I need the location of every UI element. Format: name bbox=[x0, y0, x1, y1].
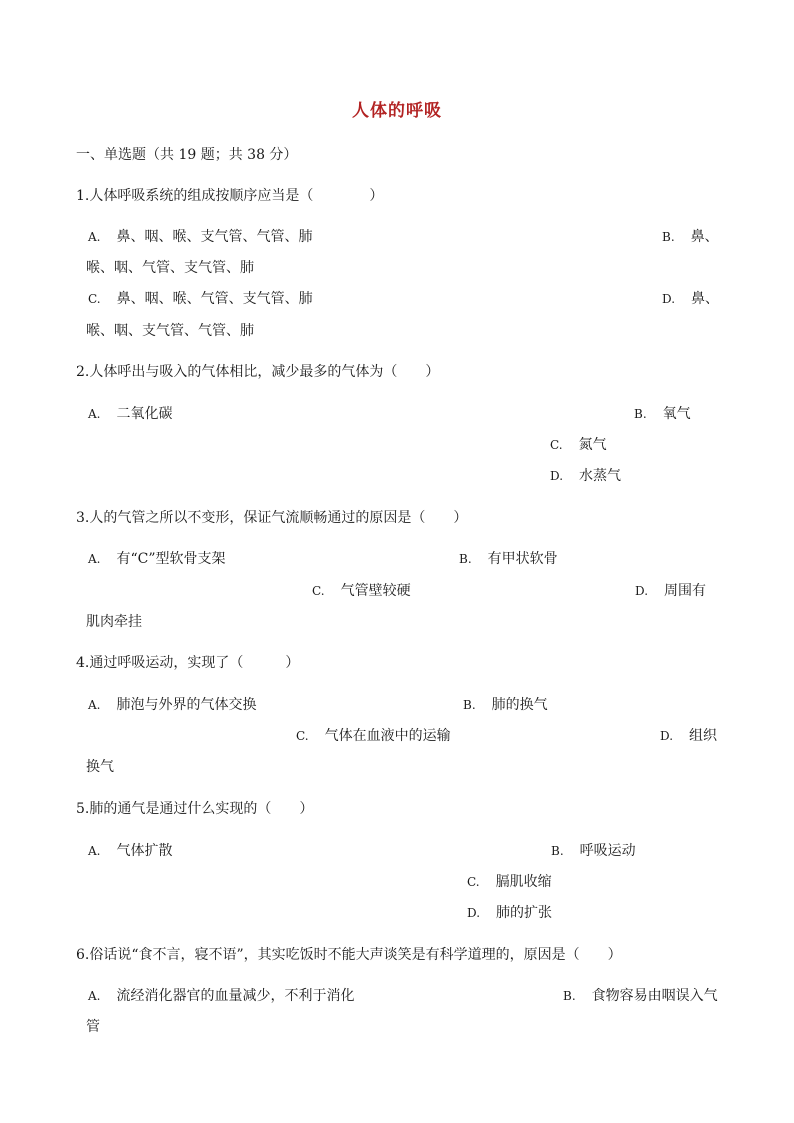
option-text: 组织 bbox=[689, 728, 718, 744]
option-letter: D. bbox=[550, 469, 564, 483]
q2-option-c bbox=[550, 435, 607, 455]
q1-option-d-cont: 喉、咽、支气管、气管、肺 bbox=[86, 323, 254, 339]
q5-option-d bbox=[467, 903, 552, 923]
q1-option-c bbox=[88, 289, 313, 309]
q3-option-b bbox=[459, 549, 558, 569]
option-text: 氧气 bbox=[662, 406, 691, 422]
question-1-stem: 1.人体呼吸系统的组成按顺序应当是（ ） bbox=[76, 188, 384, 204]
option-text: 有甲状软骨 bbox=[487, 551, 558, 567]
option-text: 气管壁较硬 bbox=[340, 583, 411, 599]
option-letter: B. bbox=[563, 989, 576, 1003]
option-letter: B. bbox=[662, 230, 675, 244]
option-text: 呼吸运动 bbox=[579, 843, 636, 859]
option-letter: A. bbox=[88, 230, 101, 244]
option-letter: A. bbox=[88, 552, 101, 566]
option-text: 鼻、咽、喉、气管、支气管、肺 bbox=[116, 291, 313, 307]
q1-option-b bbox=[662, 227, 719, 247]
option-text: 氮气 bbox=[578, 437, 607, 453]
option-text: 二氧化碳 bbox=[116, 406, 173, 422]
option-letter: B. bbox=[634, 407, 647, 421]
option-text: 肺泡与外界的气体交换 bbox=[116, 697, 257, 713]
option-letter: A. bbox=[88, 698, 101, 712]
option-letter: A. bbox=[88, 844, 101, 858]
option-letter: D. bbox=[467, 906, 481, 920]
q3-option-d-cont: 肌肉牵挂 bbox=[86, 614, 142, 630]
question-6-stem: 6.俗话说“食不言，寝不语”，其实吃饭时不能大声谈笑是有科学道理的，原因是（ ） bbox=[76, 947, 622, 963]
q6-option-b bbox=[563, 986, 718, 1006]
q4-option-c bbox=[296, 726, 451, 746]
option-text: 流经消化器官的血量减少，不利于消化 bbox=[116, 988, 355, 1004]
q5-option-b bbox=[551, 841, 636, 861]
q6-option-a bbox=[88, 986, 354, 1006]
q1-option-d bbox=[662, 289, 719, 309]
option-text: 气体扩散 bbox=[116, 843, 173, 859]
option-text: 肺的扩张 bbox=[496, 905, 553, 921]
option-letter: B. bbox=[551, 844, 564, 858]
q4-option-a bbox=[88, 695, 256, 715]
q4-option-b bbox=[463, 695, 548, 715]
q1-option-b-cont: 喉、咽、气管、支气管、肺 bbox=[86, 260, 254, 276]
option-text: 水蒸气 bbox=[579, 468, 622, 484]
option-letter: A. bbox=[88, 989, 101, 1003]
question-2-stem: 2.人体呼出与吸入的气体相比，减少最多的气体为（ ） bbox=[76, 364, 440, 380]
option-text: 肺的换气 bbox=[491, 697, 548, 713]
option-letter: B. bbox=[463, 698, 476, 712]
question-4-stem: 4.通过呼吸运动，实现了（ ） bbox=[76, 655, 300, 671]
option-letter: C. bbox=[296, 729, 309, 743]
option-letter: A. bbox=[88, 407, 101, 421]
q2-option-b bbox=[634, 404, 691, 424]
q5-option-a bbox=[88, 841, 172, 861]
option-letter: C. bbox=[88, 292, 101, 306]
option-letter: D. bbox=[662, 292, 676, 306]
option-letter: C. bbox=[467, 875, 480, 889]
option-letter: D. bbox=[660, 729, 674, 743]
option-text: 气体在血液中的运输 bbox=[324, 728, 451, 744]
option-text: 食物容易由咽误入气 bbox=[591, 988, 718, 1004]
q1-option-a bbox=[88, 227, 312, 247]
q3-option-c bbox=[312, 581, 411, 601]
q4-option-d-cont: 换气 bbox=[86, 759, 114, 775]
option-text: 膈肌收缩 bbox=[495, 874, 552, 890]
q2-option-d bbox=[550, 466, 621, 486]
q3-option-a bbox=[88, 549, 226, 569]
q5-option-c bbox=[467, 872, 552, 892]
option-letter: C. bbox=[312, 584, 325, 598]
option-text: 有“C”型软骨支架 bbox=[116, 551, 226, 567]
option-letter: B. bbox=[459, 552, 472, 566]
q2-option-a bbox=[88, 404, 172, 424]
q3-option-d bbox=[635, 581, 706, 601]
question-3-stem: 3.人的气管之所以不变形，保证气流顺畅通过的原因是（ ） bbox=[76, 510, 468, 526]
option-letter: C. bbox=[550, 438, 563, 452]
option-text: 鼻、 bbox=[690, 229, 719, 245]
section-heading: 一、单选题（共 19 题；共 38 分） bbox=[76, 147, 298, 163]
q6-option-b-cont: 管 bbox=[86, 1019, 100, 1035]
option-text: 周围有 bbox=[664, 583, 707, 599]
option-text: 鼻、咽、喉、支气管、气管、肺 bbox=[116, 229, 313, 245]
page-title: 人体的呼吸 bbox=[352, 101, 442, 121]
option-text: 鼻、 bbox=[691, 291, 720, 307]
question-5-stem: 5.肺的通气是通过什么实现的（ ） bbox=[76, 801, 314, 817]
option-letter: D. bbox=[635, 584, 649, 598]
q4-option-d bbox=[660, 726, 717, 746]
